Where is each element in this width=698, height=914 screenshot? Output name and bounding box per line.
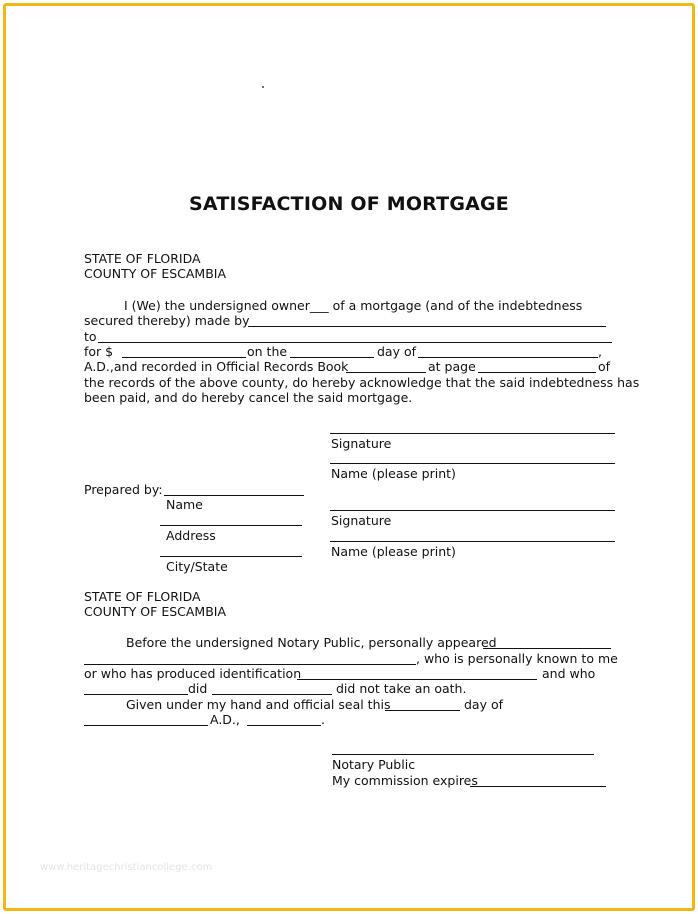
notary-line-3b: and who: [542, 666, 596, 681]
address-line[interactable]: [160, 525, 302, 526]
prepared-by-blank[interactable]: [164, 495, 304, 496]
of-label: of: [598, 359, 611, 374]
appeared-blank[interactable]: [483, 648, 611, 649]
identification-blank[interactable]: [297, 679, 537, 680]
city-state-line[interactable]: [160, 556, 302, 557]
amount-blank[interactable]: [122, 357, 246, 358]
month-blank[interactable]: [418, 357, 598, 358]
signature-2-label: Signature: [331, 513, 392, 528]
notary-state-label: STATE OF FLORIDA: [84, 589, 201, 604]
prepared-by-label: Prepared by:: [84, 482, 163, 497]
did-not-take-oath: did not take an oath.: [336, 681, 467, 696]
document-title: SATISFACTION OF MORTGAGE: [189, 193, 509, 215]
on-the-label: on the: [247, 344, 288, 359]
name-2-label: Name (please print): [331, 544, 456, 559]
oath-blank[interactable]: [212, 694, 332, 695]
seal-year-blank[interactable]: [247, 725, 321, 726]
notary-line-2: , who is personally known to me: [416, 651, 618, 666]
ad-label: A.D.,: [210, 712, 240, 727]
name-1-label: Name (please print): [331, 466, 456, 481]
seal-day-of-label: day of: [464, 697, 504, 712]
for-label: for $: [84, 344, 114, 359]
state-label: STATE OF FLORIDA: [84, 251, 201, 266]
signature-2-line[interactable]: [330, 510, 615, 511]
seal-day-blank[interactable]: [385, 710, 460, 711]
body-line-3: to: [84, 329, 97, 344]
county-label: COUNTY OF ESCAMBIA: [84, 266, 227, 281]
watermark: www.heritagechristiancollege.com: [40, 862, 213, 873]
signature-1-line[interactable]: [330, 433, 615, 434]
notary-county-label: COUNTY OF ESCAMBIA: [84, 604, 227, 619]
book-blank[interactable]: [346, 372, 426, 373]
commission-label: My commission expires: [332, 773, 478, 788]
notary-public-label: Notary Public: [332, 757, 416, 772]
did-label: did: [188, 681, 208, 696]
ad-period: .: [321, 712, 325, 727]
mortgagee-blank[interactable]: [98, 342, 612, 343]
seal-month-blank[interactable]: [84, 725, 208, 726]
at-page-label: at page: [428, 359, 476, 374]
page-blank[interactable]: [478, 372, 596, 373]
commission-blank[interactable]: [470, 786, 606, 787]
name-1-line[interactable]: [330, 463, 615, 464]
prepared-city-state-label: City/State: [166, 559, 228, 574]
name-2-line[interactable]: [330, 541, 615, 542]
did-prefix-blank[interactable]: [84, 694, 188, 695]
prepared-name-label: Name: [166, 497, 203, 512]
body-line-1: I (We) the undersigned owner___ of a mortgage (and of the indebtedness: [124, 298, 583, 313]
speck: [262, 86, 264, 88]
signature-1-label: Signature: [331, 436, 392, 451]
body-line-2: secured thereby) made by: [84, 313, 250, 328]
notary-line-3a: or who has produced identification: [84, 666, 302, 681]
given-under-label: Given under my hand and official seal this: [126, 697, 391, 712]
body-line-6: the records of the above county, do hereby acknowledge that the said indebtedness has: [84, 375, 640, 390]
maker-blank[interactable]: [248, 326, 606, 327]
ad-recorded-label: A.D.,and recorded in Official Records Book: [84, 359, 349, 374]
comma: ,: [598, 344, 602, 359]
day-of-label: day of: [377, 344, 417, 359]
day-blank[interactable]: [290, 357, 374, 358]
notary-signature-line[interactable]: [332, 754, 594, 755]
body-line-7: been paid, and do hereby cancel the said mortgage.: [84, 390, 413, 405]
appeared-name-blank[interactable]: [84, 664, 416, 665]
notary-line-1: Before the undersigned Notary Public, personally appeared: [126, 635, 497, 650]
prepared-address-label: Address: [166, 528, 216, 543]
